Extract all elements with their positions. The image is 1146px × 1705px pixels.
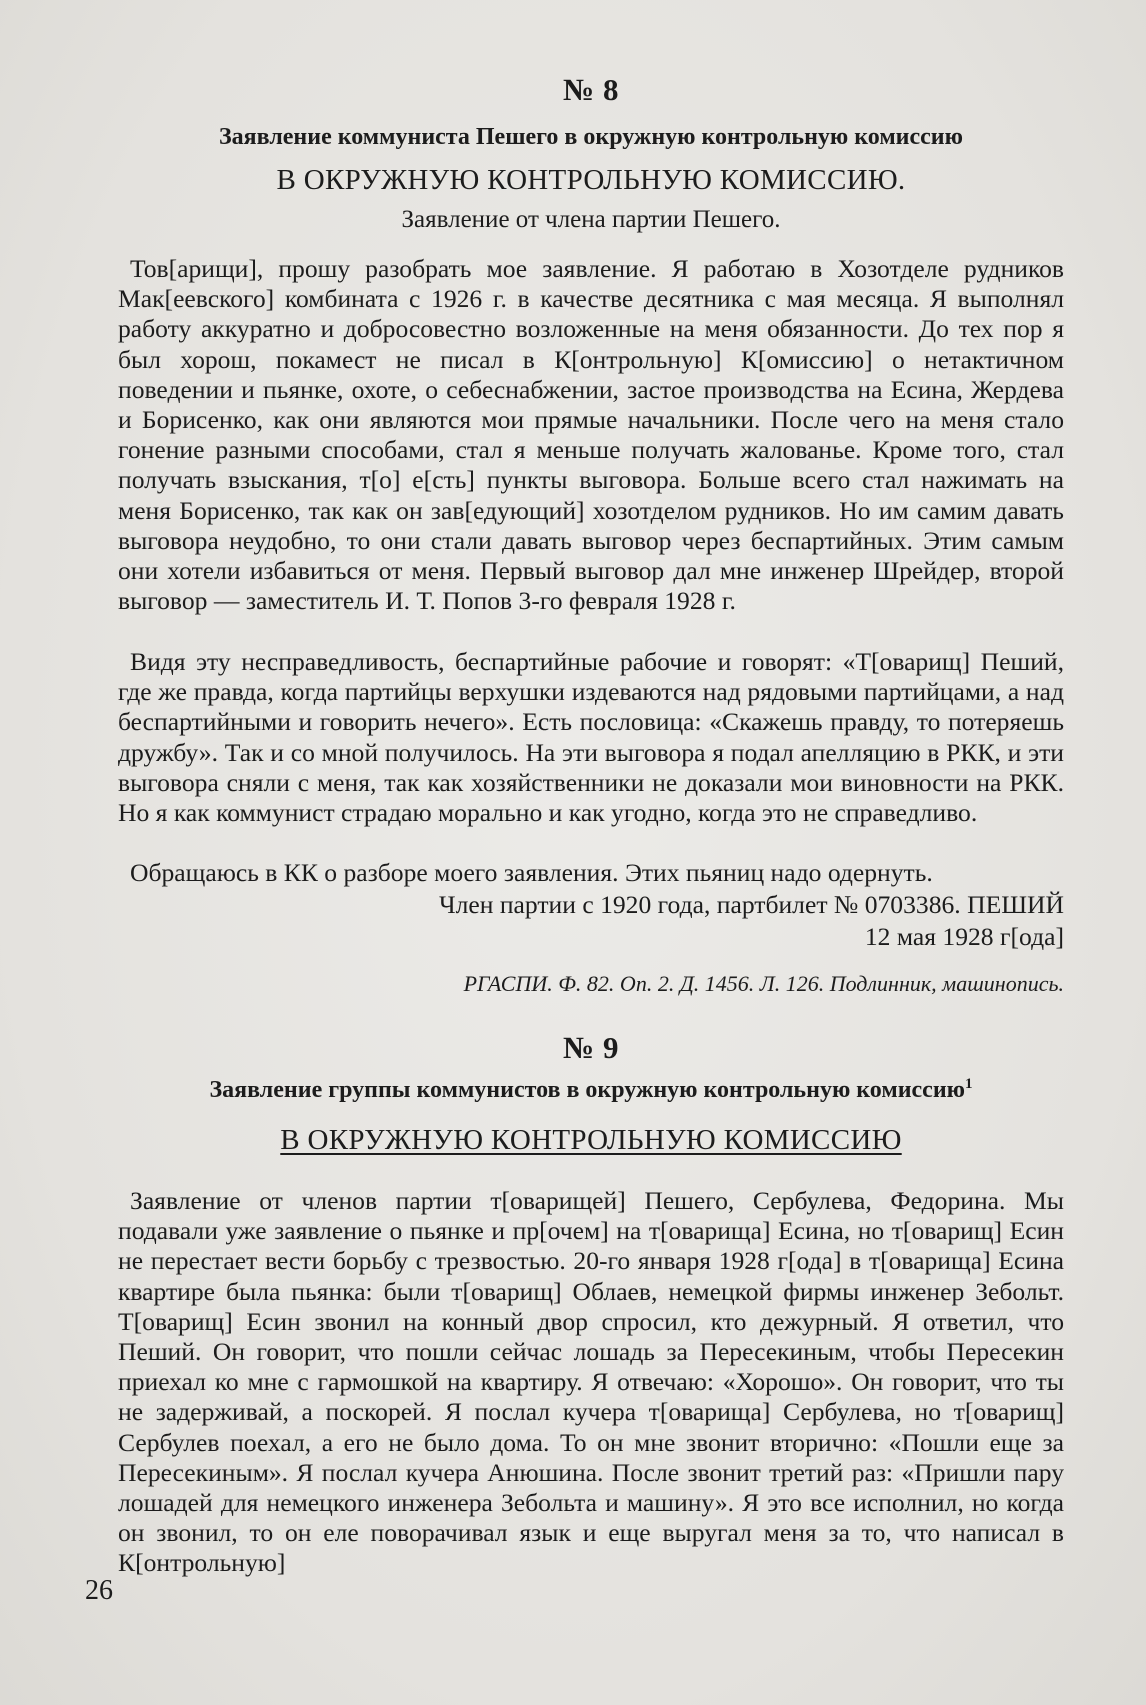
document-8-title: Заявление коммуниста Пешего в окружную контрольную комиссию xyxy=(219,124,963,150)
page-number: 26 xyxy=(85,1575,113,1606)
document-8-date: 12 мая 1928 г[ода] xyxy=(864,922,1064,951)
document-9-number: № 9 xyxy=(563,1030,619,1065)
footnote-marker: 1 xyxy=(965,1076,973,1092)
document-9-title-line xyxy=(118,1076,1064,1104)
text-column xyxy=(118,0,1064,1705)
document-8-archive-reference: РГАСПИ. Ф. 82. Оп. 2. Д. 1456. Л. 126. Подлинник, машинопись. xyxy=(463,971,1064,996)
document-9-addressee: В ОКРУЖНУЮ КОНТРОЛЬНУЮ КОМИССИЮ xyxy=(280,1124,902,1156)
document-8-signature: Член партии с 1920 года, партбилет № 0703386. ПЕШИЙ xyxy=(438,890,1064,919)
document-9-paragraph-1: Заявление от членов партии т[оварищей] Пешего, Сербулева, Федорина. Мы подавали уже заявление о пьянке и пр[очем] на т[оварища] Есина, но т[оварищ] Есин не перестает вести борьбу с трезвостью. 20-го января 1928 г[ода] в т[оварища] Есина квартире была пьянка: были т[оварищ] Облаев, немецкой фирмы инженер Зебольт. Т[оварищ] Есин звонил на конный двор спросил, кто дежурный. Я ответил, что Пеший. Он говорит, что пошли сейчас лошадь за Пересекиным, чтобы Пересекин приехал ко мне с гармошкой на квартиру. Я отвечаю: «Хорошо». Он говорит, что ты не задерживай, а поскорей. Я послал кучера т[оварища] Сербулева, но т[оварищ] Сербулев поехал, а его не было дома. То он мне звонит вторично: «Пошли еще за Пересекиным». Я послал кучера Анюшина. После звонит третий раз: «Пришли пару лошадей для немецкого инженера Зебольта и машину». Я это все исполнил, но когда он звонил, то он еле поворачивал язык и еще выругал меня за то, что написал в К[онтрольную] xyxy=(118,1186,1064,1578)
document-8-subtitle: Заявление от члена партии Пешего. xyxy=(401,206,781,233)
document-8-number: № 8 xyxy=(563,72,619,107)
document-8-paragraph-2: Видя эту несправедливость, беспартийные рабочие и говорят: «Т[оварищ] Пеший, где же правда, когда партийцы верхушки издеваются над рядовыми партийцами, а над беспартийными и говорить нечего». Есть пословица: «Скажешь правду, то потеряешь дружбу». Так и со мной получилось. На эти выговора я подал апелляцию в РКК, и эти выговора сняли с меня, так как хозяйственники не доказали мои виновности на РКК. Но я как коммунист страдаю морально и как угодно, когда это не справедливо. xyxy=(118,647,1064,828)
document-9-title: Заявление группы коммунистов в окружную контрольную комиссию xyxy=(209,1077,965,1103)
document-9-addressee-line xyxy=(118,1124,1064,1157)
document-8-paragraph-1: Тов[арищи], прошу разобрать мое заявление. Я работаю в Хозотделе рудников Мак[еевского] комбината с 1926 г. в качестве десятника с мая месяца. Я выполнял работу аккуратно и добросовестно возложенные на меня обязанности. До тех пор я был хорош, покамест не писал в К[онтрольную] К[омиссию] о нетактичном поведении и пьянке, охоте, о себеснабжении, застое производства на Есина, Жердева и Борисенко, как они являются мои прямые начальники. После чего на меня стало гонение разными способами, стал я меньше получать жалованье. Кроме того, стал получать взыскания, т[о] е[сть] пункты выговора. Больше всего стал нажимать на меня Борисенко, так как он зав[едующий] хозотделом рудников. Но им самим давать выговора неудобно, то они стали давать выговор через беспартийных. Этим самым они хотели избавиться от меня. Первый выговор дал мне инженер Шрейдер, второй выговор — заместитель И. Т. Попов 3-го февраля 1928 г. xyxy=(118,254,1064,616)
document-8-addressee: В ОКРУЖНУЮ КОНТРОЛЬНУЮ КОМИССИЮ. xyxy=(276,164,906,196)
document-8-paragraph-3: Обращаюсь в КК о разборе моего заявления. Этих пьяниц надо одернуть. xyxy=(130,858,933,887)
